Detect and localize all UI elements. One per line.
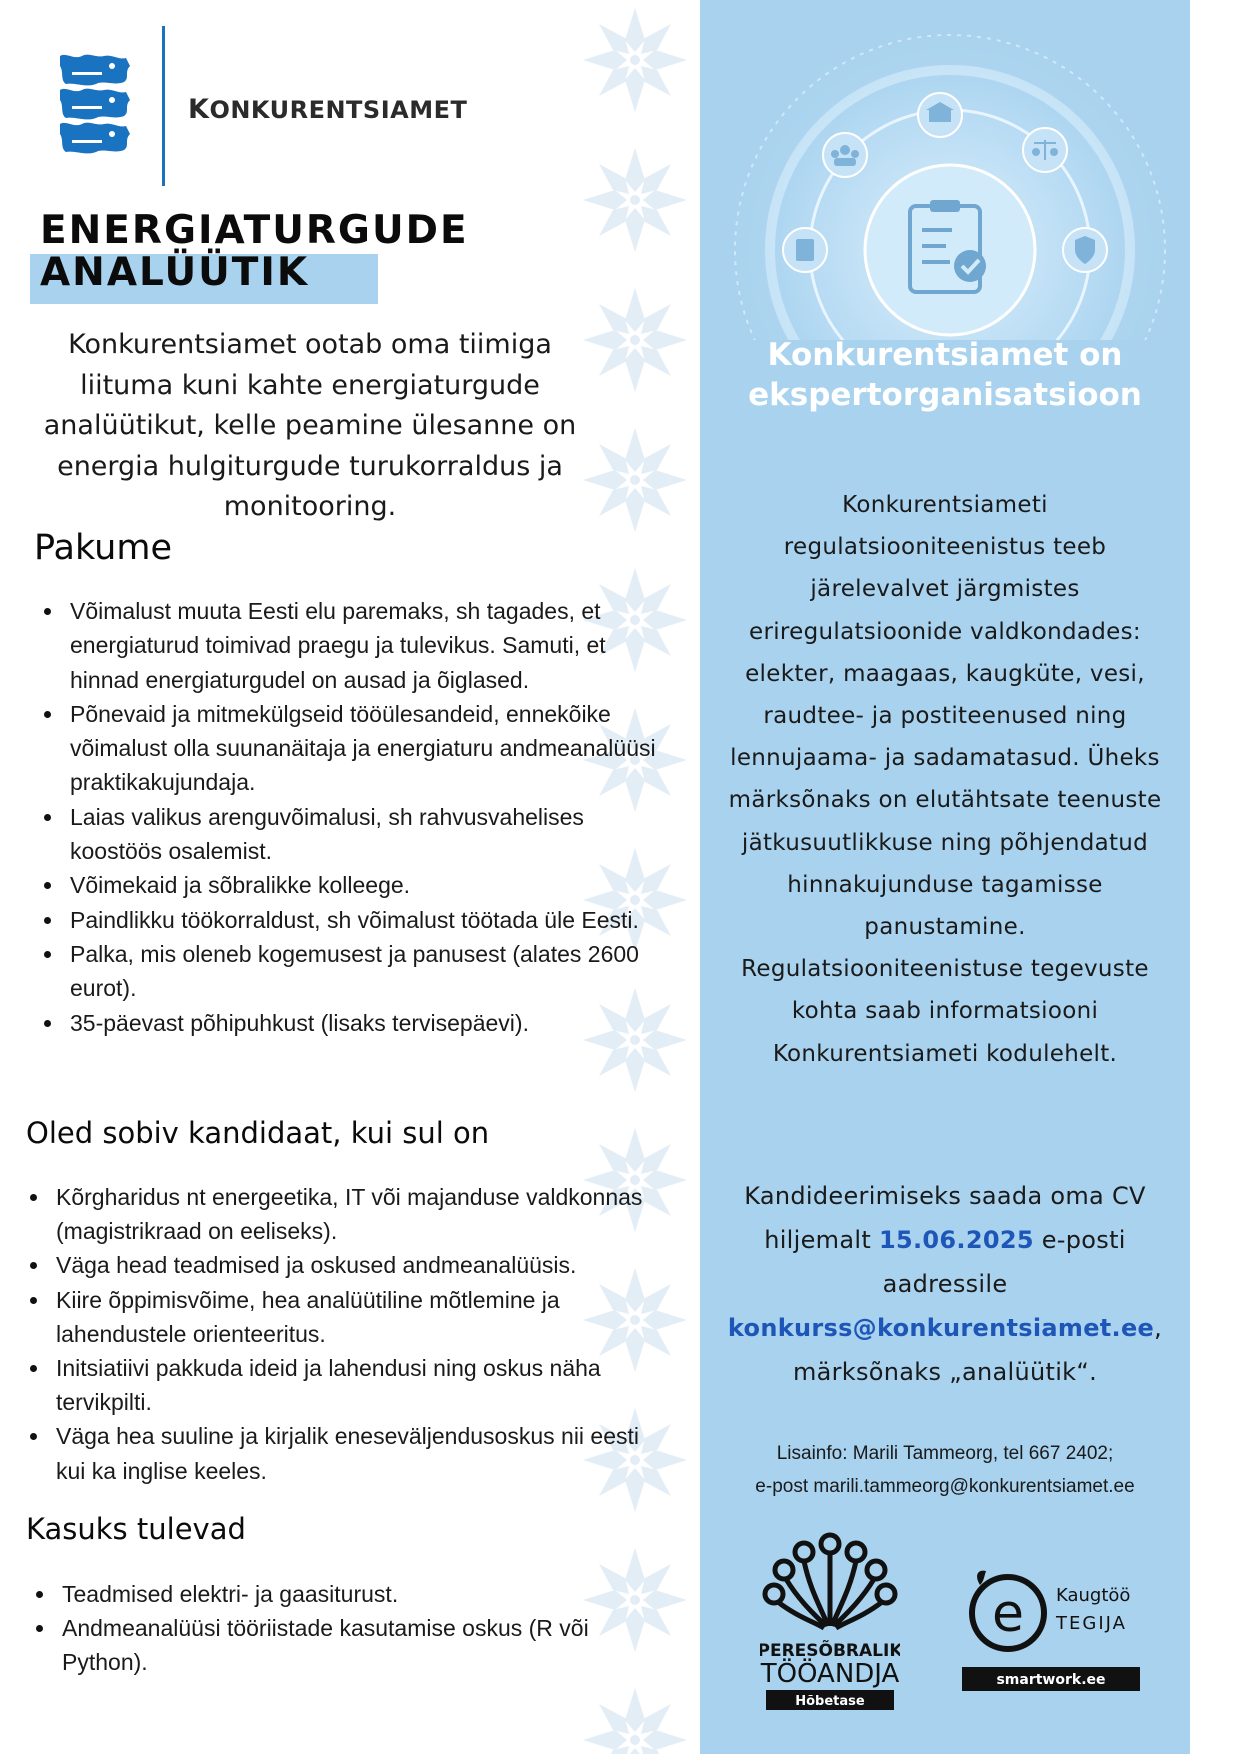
bank-icon: [918, 93, 962, 137]
sidebar-title: Konkurentsiamet on ekspertorganisatsioon: [748, 337, 1142, 413]
list-item: Väga hea suuline ja kirjalik eneseväljendusoskus nii eesti kui ka inglise keeles.: [26, 1419, 666, 1487]
hero-illustration: [700, 0, 1190, 340]
list-item: Põnevaid ja mitmekülgseid tööülesandeid, ennekõike võimalust olla suunanäitaja ja energiaturu andmeanalüüsi praktikakujundaja.: [40, 697, 670, 800]
list-item: Väga head teadmised ja oskused andmeanalüüsis.: [26, 1248, 666, 1282]
organization-name: KONKURENTSIAMET: [188, 94, 468, 125]
job-title: ENERGIATURGUDE ANALÜÜTIK: [40, 208, 469, 295]
scales-icon: [1023, 128, 1067, 172]
offer-list: [40, 594, 670, 1040]
list-item: Kõrgharidus nt energeetika, IT või majanduse valdkonnas (magistrikraad on eeliseks).: [26, 1180, 666, 1248]
pere-line2: TÖÖANDJA: [760, 1659, 900, 1689]
requirements-heading: Oled sobiv kandidaat, kui sul on: [26, 1116, 490, 1150]
list-item: 35-päevast põhipuhkust (lisaks tervisepäevi).: [40, 1006, 670, 1040]
family-friendly-employer-logo: [760, 1530, 900, 1710]
contact-info: Lisainfo: Marili Tammeorg, tel 667 2402; e-post marili.tammeorg@konkurentsiamet.ee: [755, 1443, 1135, 1497]
list-item: Teadmised elektri- ja gaasiturust.: [32, 1577, 632, 1611]
list-item: Võimekaid ja sõbralikke kolleege.: [40, 868, 670, 902]
smartwork-logo: [950, 1565, 1150, 1695]
list-item: Laias valikus arenguvõimalusi, sh rahvusvahelises koostöös osalemist.: [40, 800, 670, 869]
list-item: Palka, mis oleneb kogemusest ja panusest (alates 2600 eurot).: [40, 937, 670, 1006]
pere-level: Hõbetase: [795, 1694, 865, 1709]
document-icon: [783, 228, 827, 272]
sidebar-description: Konkurentsiameti regulatsiooniteenistus teeb järelevalvet järgmistes eriregulatsioonide valdkondades: elekter, maagaas, kaugküte, vesi, raudtee- ja postiteenused ning lennujaama- ja sadamatasud. Üheks märksõnaks on elutähtsate teenuste jätkusuutlikkuse ning põhjendatud hinnakujunduse tagamisse panustamine. Regulatsiooniteenistuse tegevuste kohta saab informatsiooni Konkurentsiameti kodulehelt.: [728, 492, 1162, 1067]
list-item: Andmeanalüüsi tööriistade kasutamise oskus (R või Python).: [32, 1611, 632, 1679]
list-item: Initsiatiivi pakkuda ideid ja lahendusi ning oskus näha tervikpilti.: [26, 1351, 666, 1419]
list-item: Paindlikku töökorraldust, sh võimalust töötada üle Eesti.: [40, 903, 670, 937]
advantages-list: [32, 1577, 632, 1680]
offer-heading: Pakume: [34, 528, 172, 568]
estonian-coat-of-arms-icon: [56, 52, 136, 156]
list-item: Võimalust muuta Eesti elu paremaks, sh tagades, et energiaturud toimivad praegu ja tulevikus. Samuti, et hinnad energiaturgudel on ausad ja õiglased.: [40, 594, 670, 697]
team-icon: [823, 133, 867, 177]
header-divider: [162, 26, 165, 186]
shield-check-icon: [1063, 228, 1107, 272]
svg-text:e: e: [992, 1584, 1024, 1644]
info-sidebar: [700, 0, 1190, 1754]
application-email-link[interactable]: konkurss@konkurentsiamet.ee: [727, 1314, 1155, 1342]
smart-line1: Kaugtöö: [1056, 1585, 1131, 1606]
smart-line2: TEGIJA: [1056, 1613, 1127, 1634]
requirements-list: [26, 1180, 666, 1488]
application-instructions: Kandideerimiseks saada oma CV hiljemalt 15.06.2025 e-posti aadressile konkurss@konkurentsiamet.ee, märksõnaks „analüütik“.: [727, 1182, 1163, 1386]
deadline-date: 15.06.2025: [878, 1226, 1034, 1254]
intro-text: Konkurentsiamet ootab oma tiimiga liituma kuni kahte energiaturgude analüütikut, kelle peamine ülesanne on energia hulgiturgude turukorraldus ja monitooring.: [43, 329, 577, 522]
pere-line1: PERESÕBRALIK: [760, 1641, 900, 1661]
smart-url: smartwork.ee: [996, 1672, 1106, 1688]
list-item: Kiire õppimisvõime, hea analüütiline mõtlemine ja lahendustele orienteeritus.: [26, 1283, 666, 1351]
advantages-heading: Kasuks tulevad: [26, 1512, 246, 1546]
